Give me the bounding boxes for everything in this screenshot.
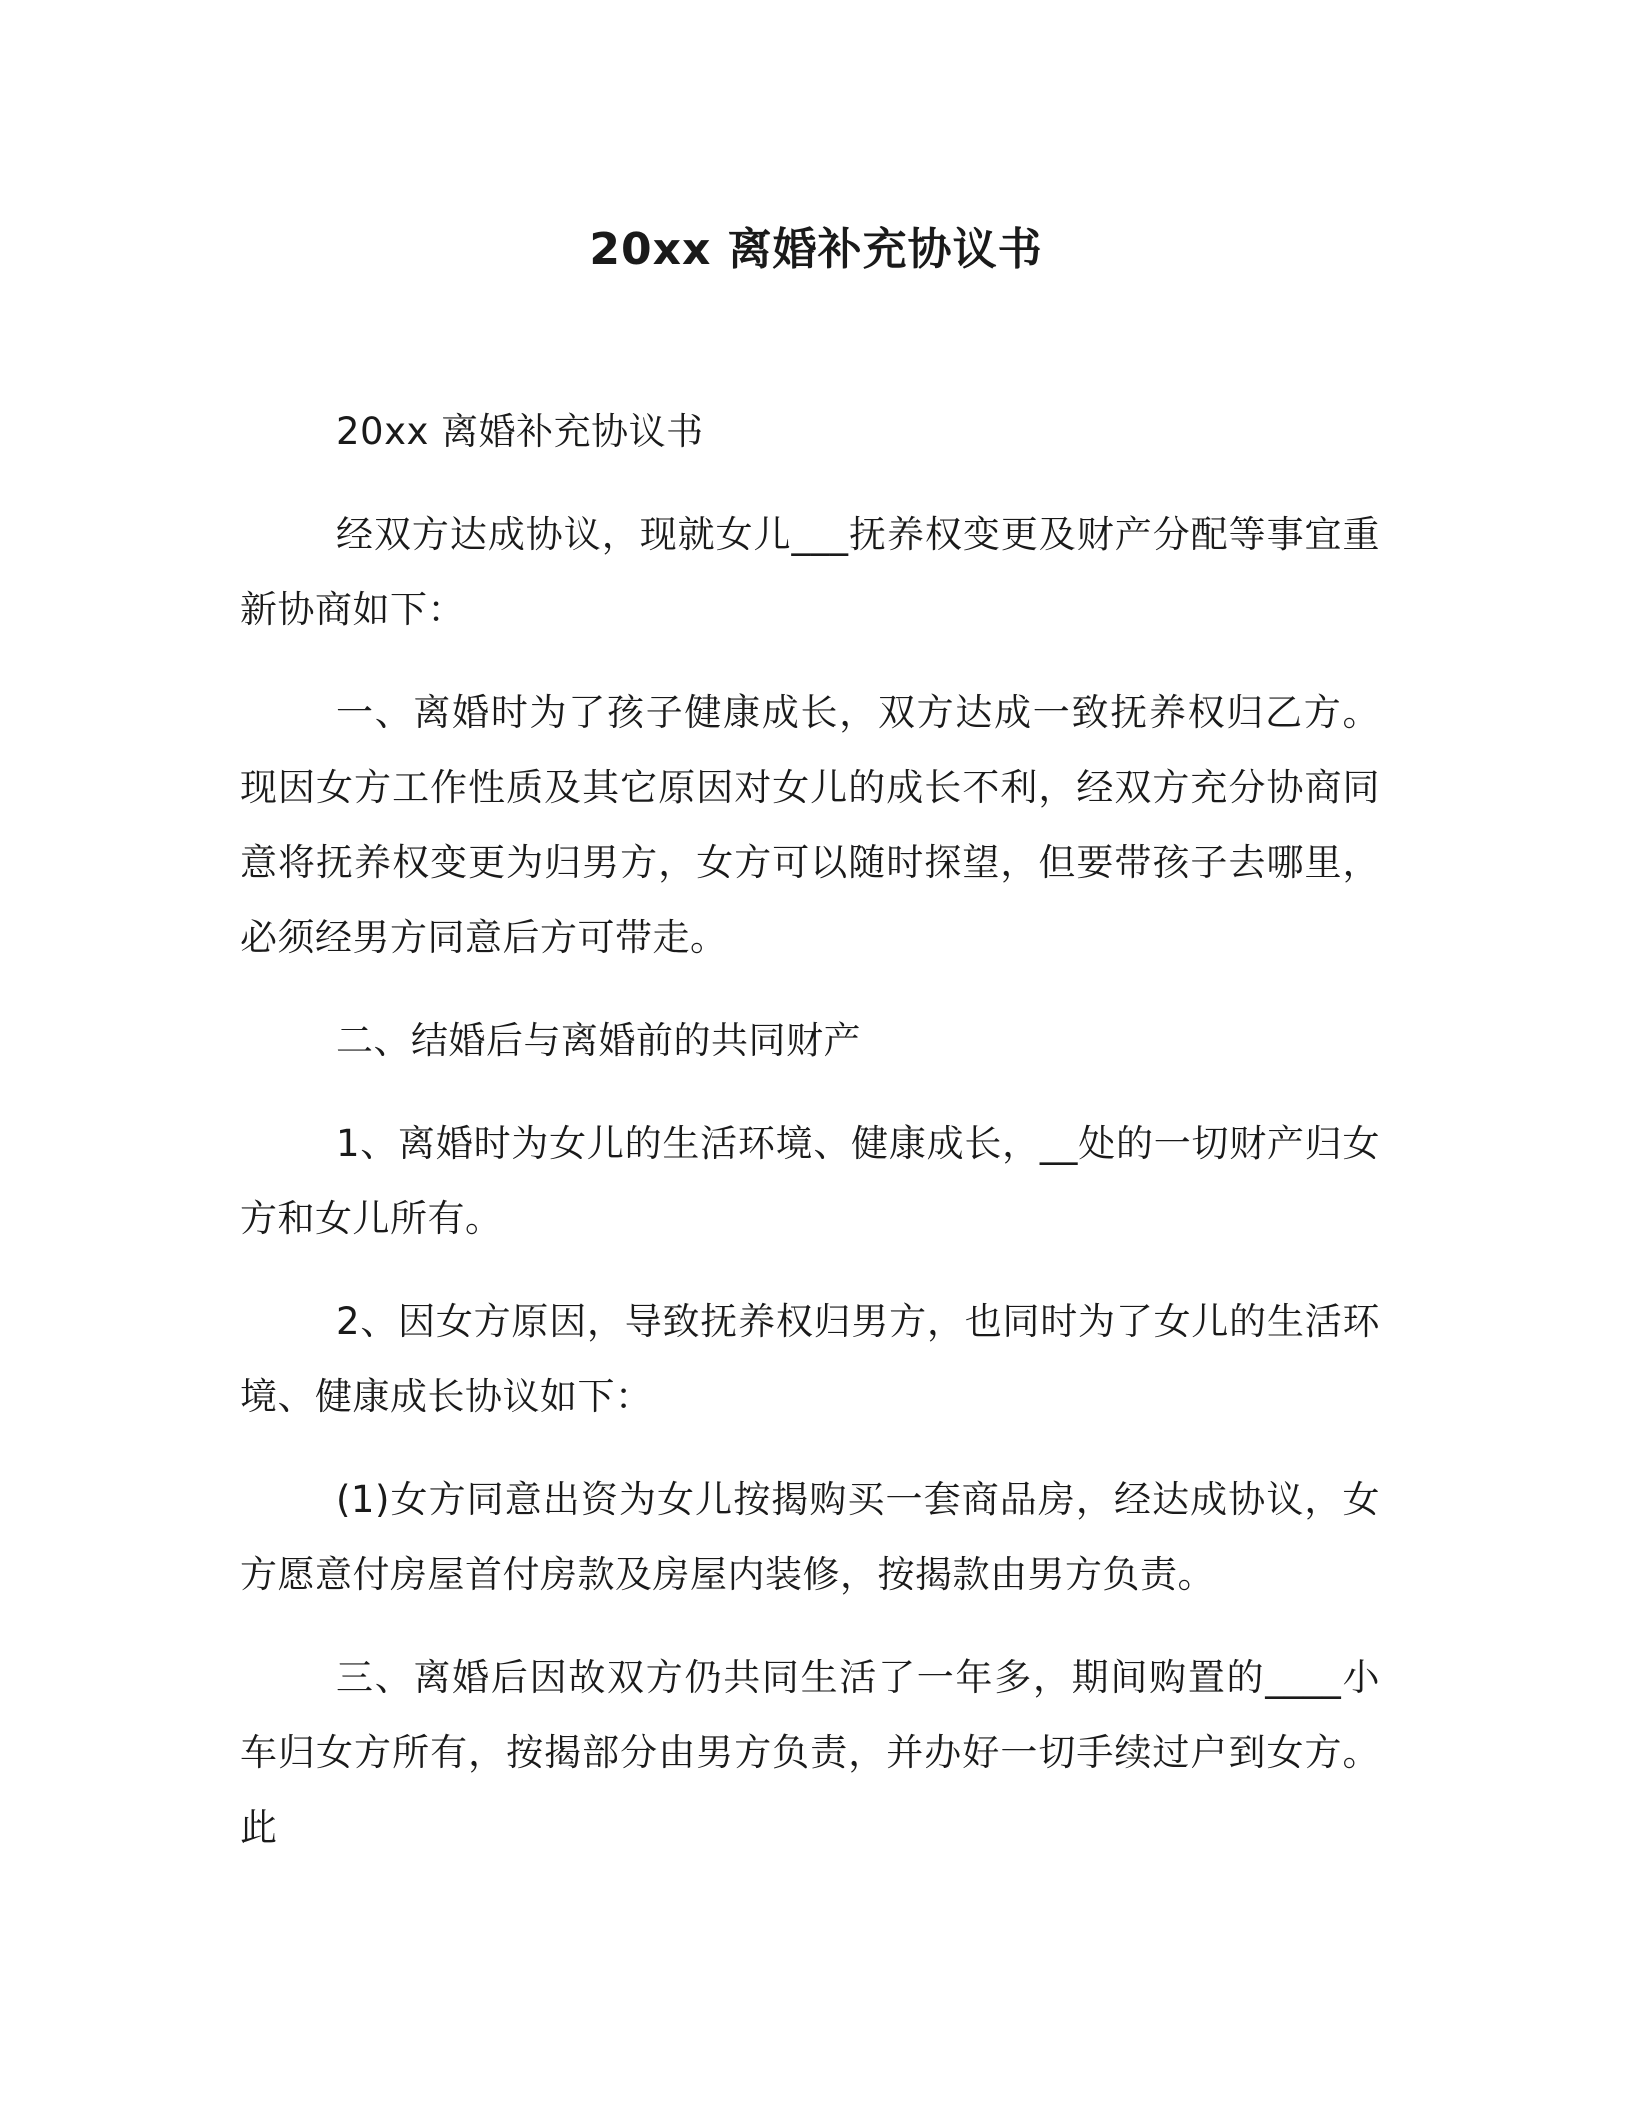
paragraph-clause-2-2: 2、因女方原因，导致抚养权归男方，也同时为了女儿的生活环境、健康成长协议如下： [240,1300,1380,1418]
paragraph-subtitle: 20xx 离婚补充协议书 [336,410,704,453]
paragraph-clause-1: 一、离婚时为了孩子健康成长，双方达成一致抚养权归乙方。现因女方工作性质及其它原因对女儿的成长不利，经双方充分协商同意将抚养权变更为归男方，女方可以随时探望，但要带孩子去哪里，必须经男方同意后方可带走。 [240,691,1380,959]
paragraph-clause-2-1: 1、离婚时为女儿的生活环境、健康成长，__处的一切财产归女方和女儿所有。 [240,1122,1380,1240]
paragraph-clause-2-2-1: (1)女方同意出资为女儿按揭购买一套商品房，经达成协议，女方愿意付房屋首付房款及房屋内装修，按揭款由男方负责。 [240,1478,1380,1596]
paragraph-intro: 经双方达成协议，现就女儿___抚养权变更及财产分配等事宜重新协商如下： [240,513,1380,631]
document-body [240,394,1380,1865]
document-title: 20xx 离婚补充协议书 [589,224,1043,275]
paragraph-clause-3: 三、离婚后因故双方仍共同生活了一年多，期间购置的____小车归女方所有，按揭部分由男方负责，并办好一切手续过户到女方。此 [240,1656,1380,1849]
paragraph-clause-2-heading: 二、结婚后与离婚前的共同财产 [336,1019,861,1062]
